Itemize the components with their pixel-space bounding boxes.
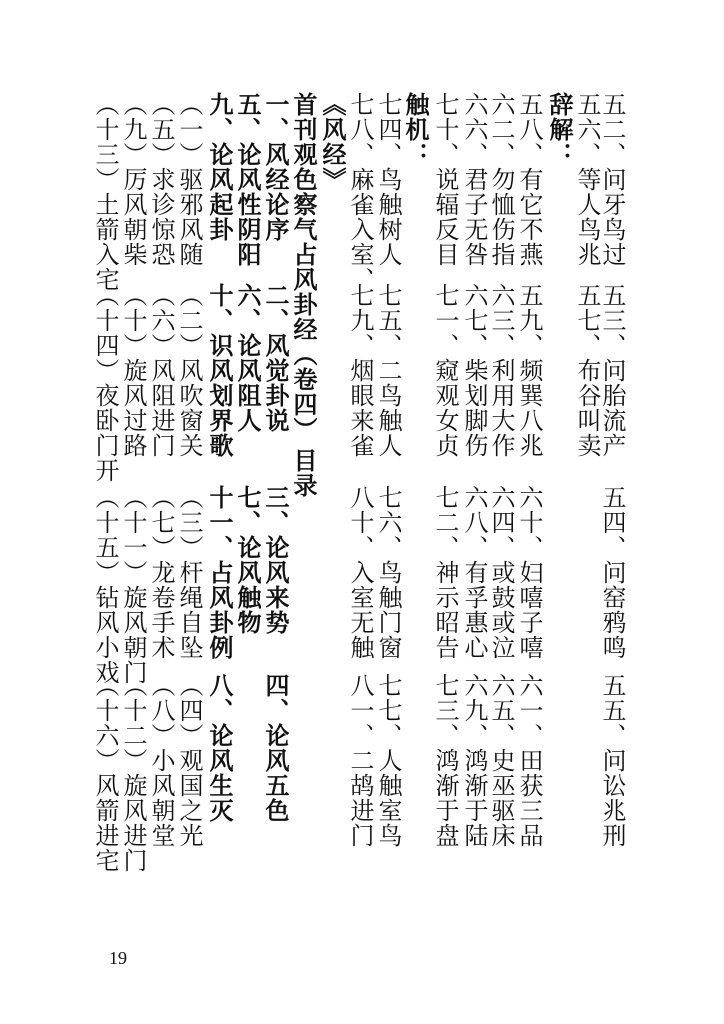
toc-entry: 七二、神示昭告	[431, 485, 459, 660]
toc-entry: 五、论风性阴阳	[233, 92, 262, 267]
toc-entry: 十一、占风卦例	[205, 485, 234, 660]
toc-entry: 八十、入室无触	[346, 485, 374, 660]
toc-entry: 七九、烟眼来雀	[346, 283, 374, 458]
toc-entry: （十二）旋风进门	[119, 673, 147, 873]
toc-entry: 七、论风触物	[233, 485, 262, 635]
toc-entry: 六九、鸿渐于陆	[460, 673, 488, 848]
toc-entry: 六、论风阻人	[233, 283, 262, 433]
toc-entry: 七一、窥观女贞	[431, 283, 459, 458]
toc-entry: 五二、问牙鸟过	[598, 92, 626, 267]
toc-entry: （十）旋风过路	[119, 283, 147, 458]
toc-entry: 七十、说辐反目	[431, 92, 459, 267]
toc-entry: 五三、问胎流产	[598, 283, 626, 458]
toc-entry: 十、识风划界歌	[205, 283, 234, 458]
toc-entry: 二、风觉卦说	[261, 283, 290, 433]
toc-entry: 九、论风起卦	[205, 92, 234, 242]
toc-entry: 六六、君子无咎	[460, 92, 488, 267]
toc-entry: 五四、问窑鸦鸣	[598, 485, 626, 660]
toc-entry: 六七、柴划脚伤	[460, 283, 488, 458]
toc-entry: 目录	[289, 448, 318, 498]
toc-entry: 七五、二鸟触人	[374, 283, 402, 458]
toc-entry: 七七、人触室鸟	[374, 673, 402, 848]
toc-entry: 八一、二鸪进门	[346, 673, 374, 848]
toc-entry: 六八、有孚惠心	[460, 485, 488, 660]
toc-entry: 七四、鸟触树人	[374, 92, 402, 267]
toc-entry: 七八、麻雀入室、	[346, 92, 374, 292]
toc-entry: （七）龙卷手术	[147, 485, 175, 660]
toc-entry: 五九、频巽八兆	[515, 283, 543, 458]
toc-entry: 六二、勿恤伤指	[487, 92, 515, 267]
toc-entry: （四）观国之光	[175, 673, 203, 848]
toc-entry: （五）求诊惊恐	[147, 92, 175, 267]
toc-entry: （二）风吹窗关	[175, 283, 203, 458]
toc-entry: 辞解：	[545, 92, 574, 167]
toc-entry: 八、论风生灭	[205, 673, 234, 823]
toc-entry: 四、论风五色	[261, 673, 290, 823]
toc-entry: （九）厉风朝柴	[119, 92, 147, 267]
toc-entry: 一、风经论序	[261, 92, 290, 242]
toc-entry: （十三）土箭入宅	[91, 92, 119, 292]
toc-entry: （八）小风朝堂	[147, 673, 175, 848]
toc-entry: （六）风阻进门	[147, 283, 175, 458]
toc-entry: 五五、问讼兆刑	[598, 673, 626, 848]
toc-entry: （一）驱邪风随	[175, 92, 203, 267]
toc-entry: 三、论风来势	[261, 485, 290, 635]
toc-entry: 七三、鸿渐于盘	[431, 673, 459, 848]
toc-entry: 首刊观色察气占风卦经（卷四）	[289, 92, 318, 442]
toc-entry: （十六）风箭进宅	[91, 673, 119, 873]
toc-entry: （三）杆绳自坠	[175, 485, 203, 660]
toc-entry: （十一）旋风朝门	[119, 485, 147, 685]
toc-entry: 《风经》	[318, 92, 347, 192]
toc-entry: 触机：	[401, 92, 430, 167]
toc-entry: 六三、利用大作	[487, 283, 515, 458]
toc-entry: （十五）钻风小戏	[91, 485, 119, 685]
toc-entry: （十四）夜卧门开	[91, 283, 119, 483]
toc-entry: 五六、等人鸟兆	[573, 92, 601, 267]
toc-entry: 六五、史巫驱床	[487, 673, 515, 848]
toc-entry: 五七、布谷叫卖	[573, 283, 601, 458]
toc-entry: 六十、妇嘻子嘻	[515, 485, 543, 660]
toc-entry: 七六、鸟触门窗	[374, 485, 402, 660]
toc-entry: 五八、有它不燕	[515, 92, 543, 267]
toc-entry: 六一、田获三品	[515, 673, 543, 848]
toc-entry: 六四、或鼓或泣	[487, 485, 515, 660]
page-number: 19	[109, 948, 127, 968]
